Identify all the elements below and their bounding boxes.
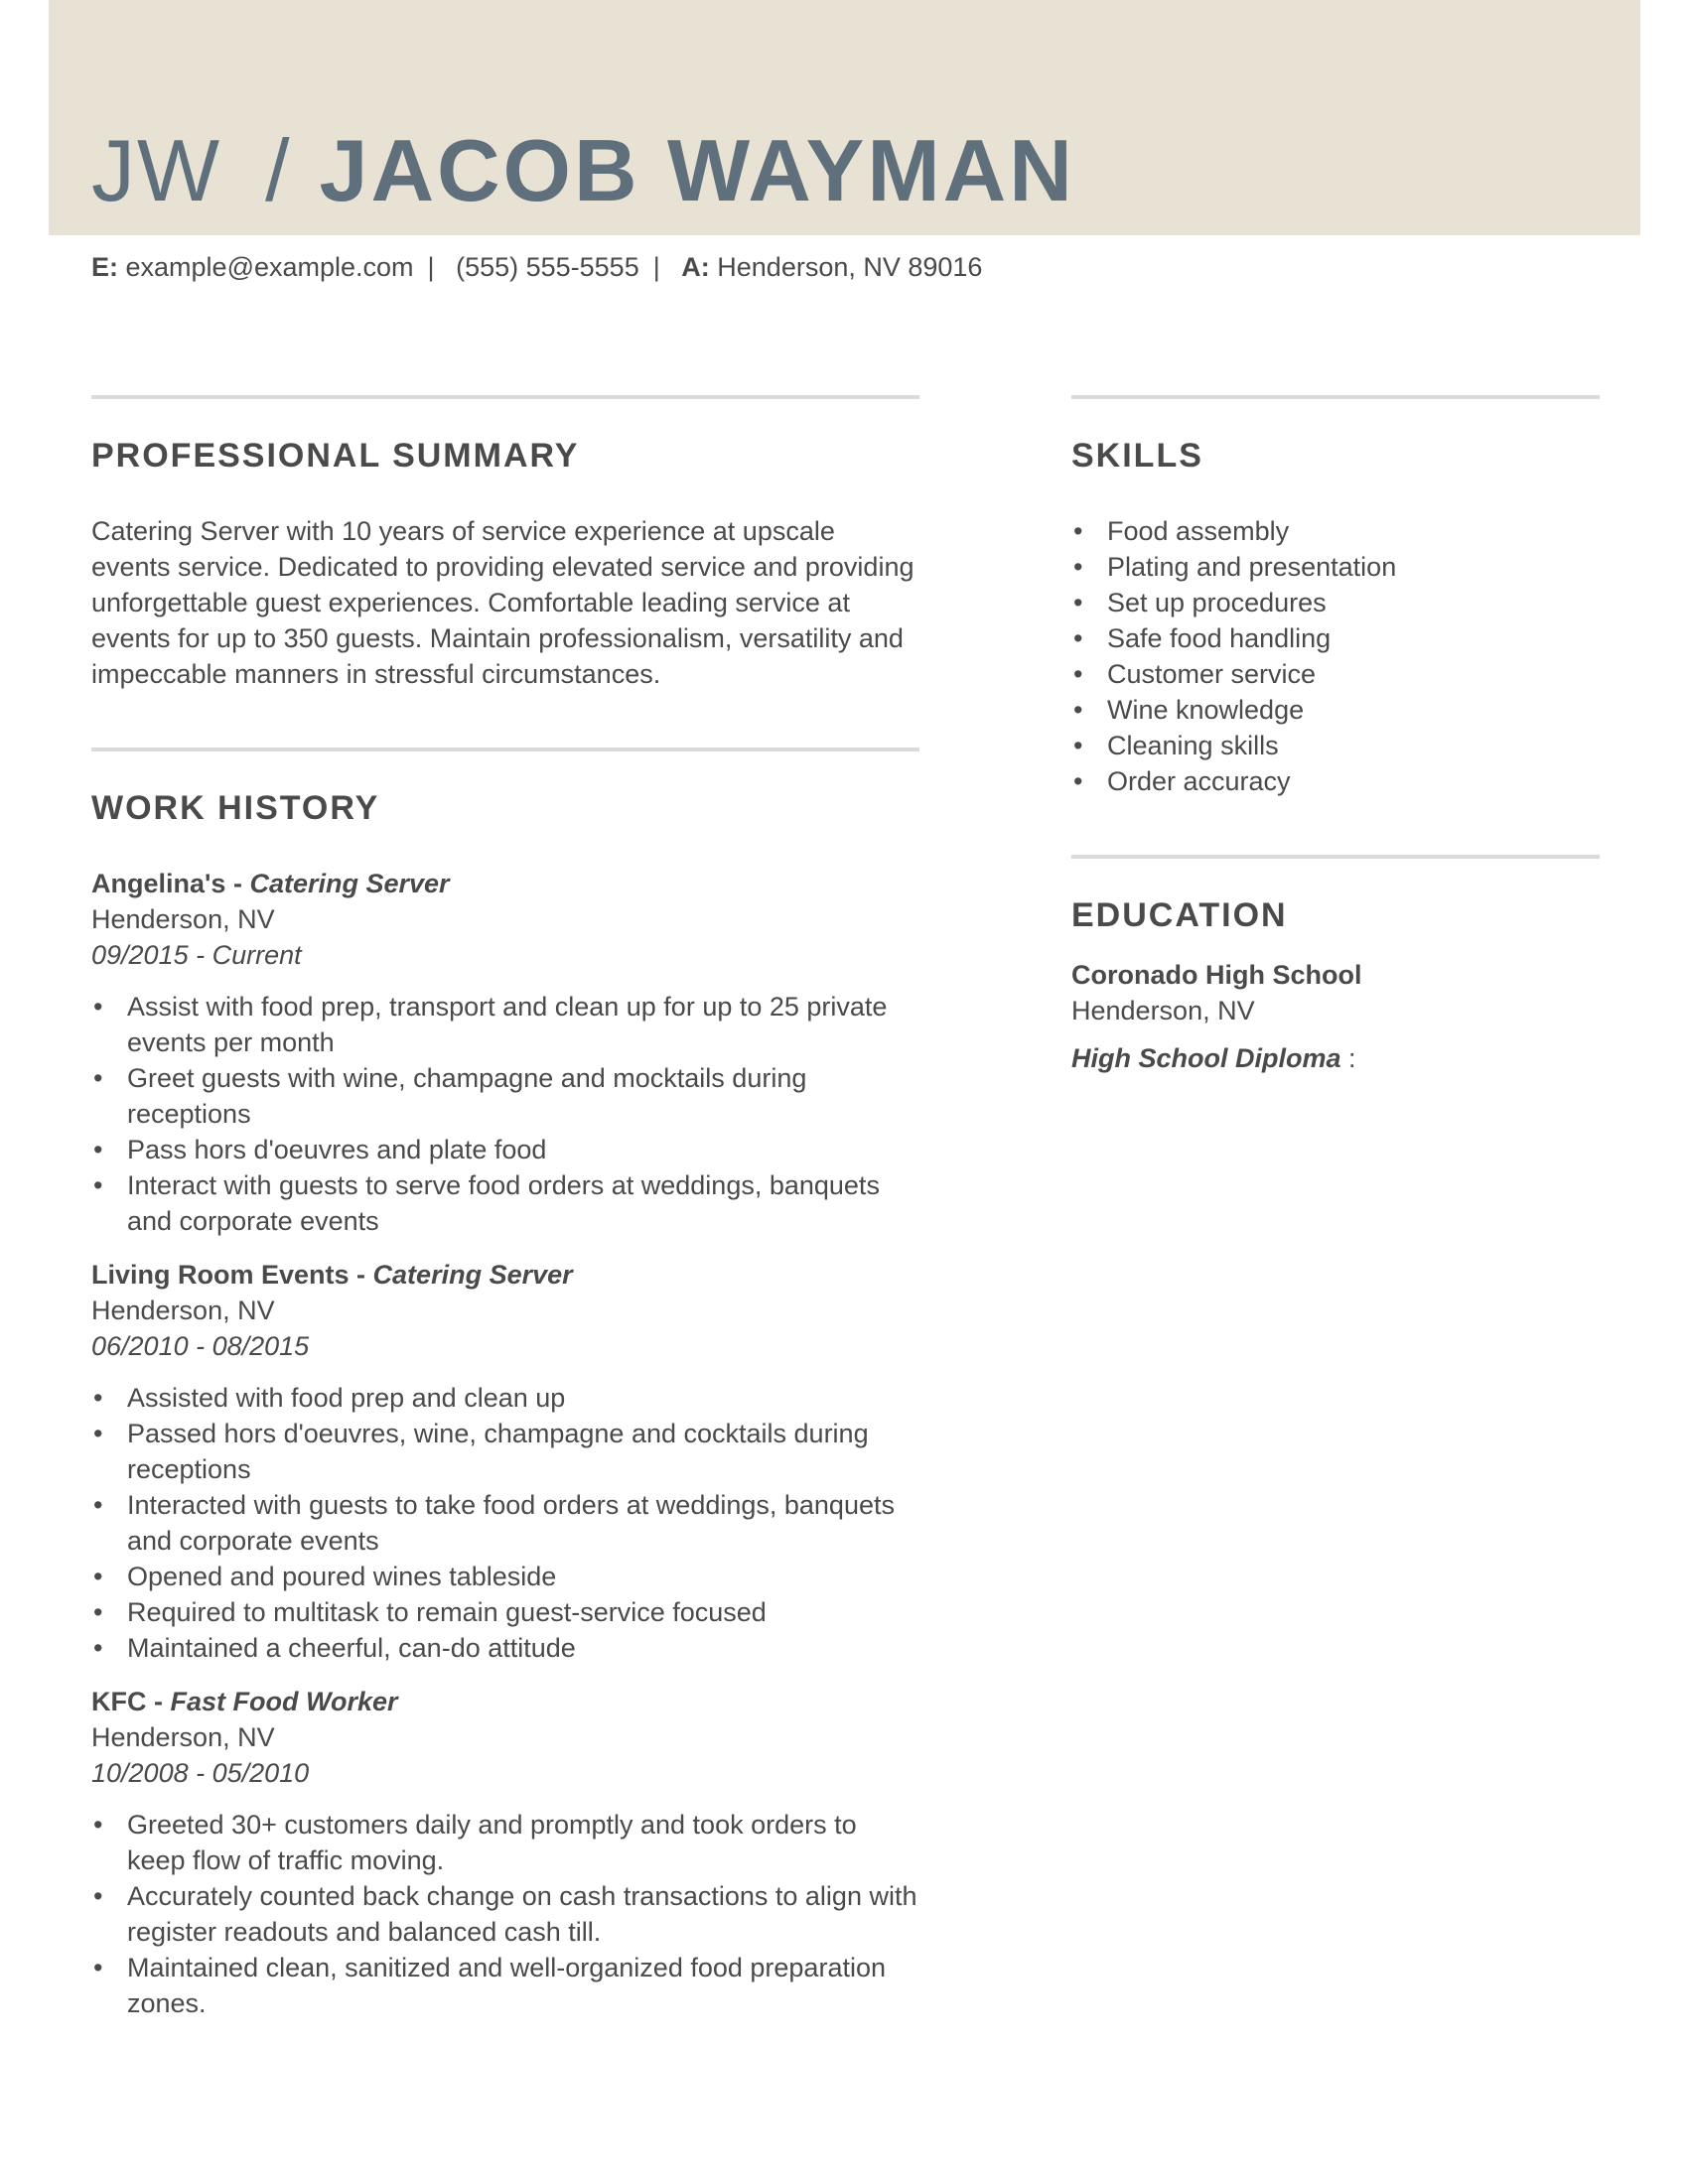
skill-item: • Wine knowledge bbox=[1071, 692, 1600, 728]
skill-item: • Food assembly bbox=[1071, 513, 1600, 549]
degree-suffix: : bbox=[1340, 1043, 1356, 1073]
job-location: Henderson, NV bbox=[91, 904, 275, 934]
job-entry bbox=[91, 866, 919, 1239]
job-dates: 06/2010 - 08/2015 bbox=[91, 1331, 310, 1361]
title-dash: - bbox=[146, 1687, 171, 1716]
skill-item: • Cleaning skills bbox=[1071, 728, 1600, 763]
job-bullet: • Maintained clean, sanitized and well-organized food preparation zones. bbox=[91, 1950, 919, 2021]
summary-text: Catering Server with 10 years of service experience at upscale events service. Dedicated to providing elevated service and providing unforgettable guest experiences. Comfortable leading service at events for up to 350 guests. Maintain professionalism, versatility and impeccable manners in stressful circumstances. bbox=[91, 516, 914, 689]
job-title-line bbox=[91, 1684, 919, 1719]
section-divider bbox=[91, 748, 919, 751]
email-label: E: bbox=[91, 252, 118, 282]
contact-divider: | bbox=[652, 252, 660, 282]
job-dates: 09/2015 - Current bbox=[91, 940, 302, 970]
right-column bbox=[1071, 395, 1600, 1076]
job-title-line bbox=[91, 866, 919, 901]
job-dates: 10/2008 - 05/2010 bbox=[91, 1758, 310, 1788]
degree bbox=[1071, 1040, 1600, 1076]
job-location: Henderson, NV bbox=[91, 1296, 275, 1325]
address: Henderson, NV 89016 bbox=[717, 252, 983, 282]
job-bullet: • Maintained a cheerful, can-do attitude bbox=[91, 1630, 919, 1666]
job-title: Catering Server bbox=[249, 869, 450, 898]
skill-item: • Order accuracy bbox=[1071, 763, 1600, 799]
section-divider bbox=[1071, 855, 1600, 859]
job-bullet: • Assisted with food prep and clean up bbox=[91, 1380, 919, 1416]
job-title-line bbox=[91, 1257, 919, 1293]
job-bullets bbox=[91, 1807, 919, 2021]
job-bullets bbox=[91, 989, 919, 1239]
school-location: Henderson, NV bbox=[1071, 996, 1255, 1025]
job-bullet: • Passed hors d'oeuvres, wine, champagne and cocktails during receptions bbox=[91, 1416, 919, 1487]
email[interactable]: example@example.com bbox=[125, 252, 414, 282]
job-bullet: • Interacted with guests to take food orders at weddings, banquets and corporate events bbox=[91, 1487, 919, 1559]
job-bullet: • Opened and poured wines tableside bbox=[91, 1559, 919, 1594]
summary-heading: PROFESSIONAL SUMMARY bbox=[91, 437, 580, 475]
job-bullet: • Greeted 30+ customers daily and promptly and took orders to keep flow of traffic moving. bbox=[91, 1807, 919, 1878]
job-entry bbox=[91, 1684, 919, 2021]
title-dash: - bbox=[349, 1260, 373, 1290]
job-bullet: • Accurately counted back change on cash transactions to align with register readouts and balanced cash till. bbox=[91, 1878, 919, 1950]
section-divider bbox=[1071, 395, 1600, 399]
job-bullet: • Required to multitask to remain guest-service focused bbox=[91, 1594, 919, 1630]
skills-heading: SKILLS bbox=[1071, 437, 1203, 475]
job-bullet: • Pass hors d'oeuvres and plate food bbox=[91, 1132, 919, 1167]
contact-divider: | bbox=[427, 252, 435, 282]
job-title: Catering Server bbox=[372, 1260, 573, 1290]
job-bullet: • Assist with food prep, transport and clean up for up to 25 private events per month bbox=[91, 989, 919, 1060]
company: KFC bbox=[91, 1687, 147, 1716]
section-divider bbox=[91, 395, 919, 399]
candidate-name bbox=[91, 121, 1075, 219]
initials: JW bbox=[91, 121, 222, 219]
job-location: Henderson, NV bbox=[91, 1722, 275, 1752]
company: Living Room Events bbox=[91, 1260, 350, 1290]
school-name: Coronado High School bbox=[1071, 960, 1362, 990]
job-bullet: • Interact with guests to serve food orders at weddings, banquets and corporate events bbox=[91, 1167, 919, 1239]
education-heading: EDUCATION bbox=[1071, 896, 1288, 934]
job-bullet: • Greet guests with wine, champagne and mocktails during receptions bbox=[91, 1060, 919, 1132]
phone[interactable]: (555) 555-5555 bbox=[456, 252, 639, 282]
job-bullets bbox=[91, 1380, 919, 1666]
work-history-heading: WORK HISTORY bbox=[91, 789, 380, 827]
job-list bbox=[91, 866, 919, 2021]
left-column bbox=[91, 395, 919, 2039]
skills-list bbox=[1071, 513, 1600, 799]
skill-item: • Safe food handling bbox=[1071, 620, 1600, 656]
skill-item: • Set up procedures bbox=[1071, 585, 1600, 620]
full-name: JACOB WAYMAN bbox=[319, 121, 1075, 219]
company: Angelina's bbox=[91, 869, 226, 898]
title-dash: - bbox=[225, 869, 250, 898]
address-label: A: bbox=[681, 252, 710, 282]
contact-line bbox=[91, 252, 982, 283]
skill-item: • Customer service bbox=[1071, 656, 1600, 692]
name-separator: / bbox=[265, 121, 290, 219]
degree-name: High School Diploma bbox=[1071, 1043, 1341, 1073]
skill-item: • Plating and presentation bbox=[1071, 549, 1600, 585]
job-title: Fast Food Worker bbox=[170, 1687, 398, 1716]
job-entry bbox=[91, 1257, 919, 1666]
